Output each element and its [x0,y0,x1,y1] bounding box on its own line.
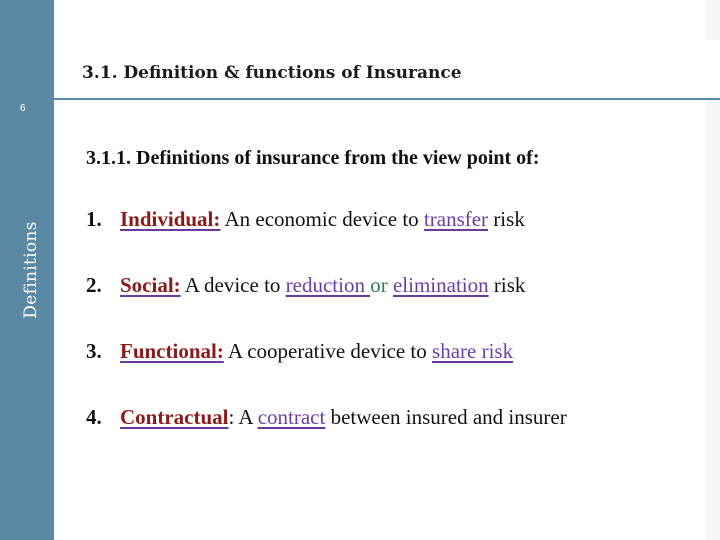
item-number: 1. [86,207,102,231]
list-item-social [86,273,696,339]
item-text: risk [488,273,526,297]
sidebar-label [0,0,54,540]
item-text: An economic device to [220,207,424,231]
list-item-contractual [86,405,696,471]
item-term: Social: [120,273,181,297]
keyword-link: share risk [432,339,514,363]
sidebar-label-text: Definitions [21,221,41,319]
item-number: 2. [86,273,102,297]
item-text: A cooperative device to [223,339,433,363]
item-term: Functional: [120,339,224,363]
list-item-individual [86,207,696,273]
keyword-link: transfer [423,207,489,231]
list-item-functional [86,339,696,405]
item-text: between insured and insurer [325,405,567,429]
item-number: 3. [86,339,102,363]
definitions-list [86,207,696,471]
item-text: : A [228,405,258,429]
keyword-link: reduction [285,273,371,297]
keyword-link: elimination [392,273,489,297]
item-term: Contractual [120,405,229,429]
item-term: Individual: [120,207,221,231]
item-text-or: or [370,273,388,297]
keyword-link: contract [257,405,326,429]
item-text: A device to [180,273,286,297]
slide-number: 6 [20,103,26,114]
item-text: risk [488,207,525,231]
title-divider [54,98,720,100]
section-heading: 3.1.1. Definitions of insurance from the view point of: [86,147,540,169]
item-number: 4. [86,405,102,429]
page-title: 3.1. Definition & functions of Insurance [82,63,462,83]
